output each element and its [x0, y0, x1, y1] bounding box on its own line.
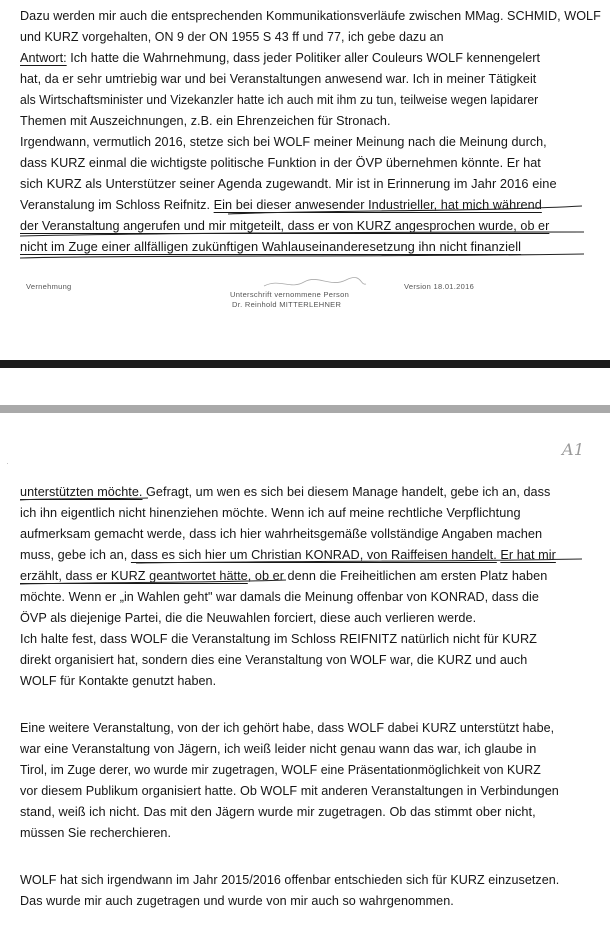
- page2-line-6: möchte. Wenn er „in Wahlen geht" war damals die Meinung offenbar von KONRAD, dass die: [20, 589, 539, 604]
- footer-signature-caption: Unterschrift vernommene Person: [230, 290, 350, 299]
- page2-line-5-text: , ob er denn die Freiheitlichen am ersten Platz haben: [247, 568, 548, 583]
- page2-line-17: WOLF hat sich irgendwann im Jahr 2015/2016 offenbar entschieden sich für KURZ einzusetzen.: [20, 872, 560, 887]
- footer-form-label: Vernehmung: [26, 282, 72, 291]
- page2-line-16: müssen Sie recherchieren.: [20, 825, 171, 840]
- marked-passage: Er hat mir: [500, 547, 556, 562]
- page2-line-4-text: muss, gebe ich an,: [20, 547, 131, 562]
- page2-line-8: Ich halte fest, dass WOLF die Veranstaltung im Schloss REIFNITZ natürlich nicht für KURZ: [20, 631, 538, 646]
- footer-version: Version 18.01.2016: [404, 282, 475, 291]
- handwritten-underline-marks: [0, 0, 610, 280]
- page1-line-12: nicht im Zuge einer allfälligen zukünftigen Wahlauseinanderesetzung ihn nicht finanziell: [20, 239, 522, 254]
- page2-line-2: ich ihn eigentlich nicht hinenziehen möchte. Wenn ich auf meine rechtliche Verpflichtung: [20, 505, 521, 520]
- answer-label: Antwort:: [20, 50, 67, 65]
- page2-line-15: stand, weiß ich nicht. Das mit den Jägern wurde mir zugetragen. Ob das stimmt ober nicht,: [20, 804, 536, 819]
- page-gap: [0, 368, 610, 405]
- marked-passage: erzählt, dass er KURZ geantwortet hätte: [20, 568, 248, 583]
- page2-line-1-text: Gefragt, um wen es sich bei diesem Manage handelt, gebe ich an, dass: [142, 484, 551, 499]
- marked-passage: dass es sich hier um Christian KONRAD, von Raiffeisen handelt.: [130, 547, 497, 562]
- page2-line-9: direkt organisiert hat, sondern dies eine Veranstaltung von WOLF war, die KURZ und auch: [20, 652, 528, 667]
- page2-line-13: Tirol, im Zuge derer, wo wurde mir zugetragen, WOLF eine Präsentationmöglichkeit von KURZ: [20, 762, 541, 777]
- page2-line-11: Eine weitere Veranstaltung, von der ich gehört habe, dass WOLF dabei KURZ unterstützt habe,: [20, 720, 555, 735]
- page-edge-dark: [0, 360, 610, 368]
- page2-line-14: vor diesem Publikum organisiert hatte. Ob WOLF mit anderen Veranstaltungen in Verbindungen: [20, 783, 559, 798]
- page1-line-8: dass KURZ einmal die wichtigste politische Funktion in der ÖVP übernehmen könnte. Er hat: [20, 155, 541, 170]
- page-edge-grey: [0, 405, 610, 413]
- marked-passage: unterstützten möchte.: [20, 484, 143, 499]
- page2-line-12: war eine Veranstaltung von Jägern, ich weiß leider nicht genau wann das war, ich glaube in: [20, 741, 537, 756]
- page1-line-9: sich KURZ als Unterstützer seiner Agenda zugewandt. Mir ist in Erinnerung im Jahr 2016 eine: [20, 176, 557, 191]
- page1-line-3-text: Ich hatte die Wahrnehmung, dass jeder Politiker aller Couleurs WOLF kennengelert: [66, 50, 541, 65]
- marked-passage: Ein bei dieser anwesender Industrieller, hat mich während: [213, 197, 542, 212]
- page2-line-18: Das wurde mir auch zugetragen und wurde von mir auch so wahrgenommen.: [20, 893, 454, 908]
- page1-line-11: der Veranstaltung angerufen und mir mitgeteilt, dass er von KURZ angesprochen wurde, ob er: [20, 218, 550, 233]
- document-page-2: [0, 418, 610, 928]
- page1-line-7: Irgendwann, vermutlich 2016, stetze sich bei WOLF meiner Meinung nach die Meinung durch,: [20, 134, 547, 149]
- page1-line-1: Dazu werden mir auch die entsprechenden Kommunikationsverläufe zwischen MMag. SCHMID, WOLF: [20, 8, 601, 23]
- page1-line-5: als Wirtschaftsminister und Vizekanzler hatte ich auch mit ihm zu tun, teilweise wegen lapidarer: [20, 92, 539, 107]
- page1-line-6: Themen mit Auszeichnungen, z.B. ein Ehrenzeichen für Stronach.: [20, 113, 391, 128]
- margin-mark: A1: [562, 440, 585, 459]
- page2-line-7: ÖVP als diejenige Partei, die die Neuwahlen forciert, diese auch verlieren werde.: [20, 610, 477, 625]
- handwritten-underline-marks-2: [0, 418, 610, 598]
- page1-line-4: hat, da er sehr umtriebig war und bei Veranstaltungen anwesend war. Ich in meiner Tätigkeit: [20, 71, 537, 86]
- document-page-1: [0, 0, 610, 360]
- page1-line-10-text: Veranstalung im Schloss Reifnitz.: [20, 197, 214, 212]
- page1-line-2: und KURZ vorgehalten, ON 9 der ON 1955 S 43 ff und 77, ich gebe dazu an: [20, 29, 444, 44]
- margin-dot: ·: [6, 458, 10, 468]
- page2-line-10: WOLF für Kontakte genutzt haben.: [20, 673, 217, 688]
- signature-scribble: [260, 276, 370, 292]
- footer-signatory-name: Dr. Reinhold MITTERLEHNER: [232, 300, 342, 309]
- page2-line-3: aufmerksam gemacht werde, dass ich hier wahrheitsgemäße vollständige Angaben machen: [20, 526, 543, 541]
